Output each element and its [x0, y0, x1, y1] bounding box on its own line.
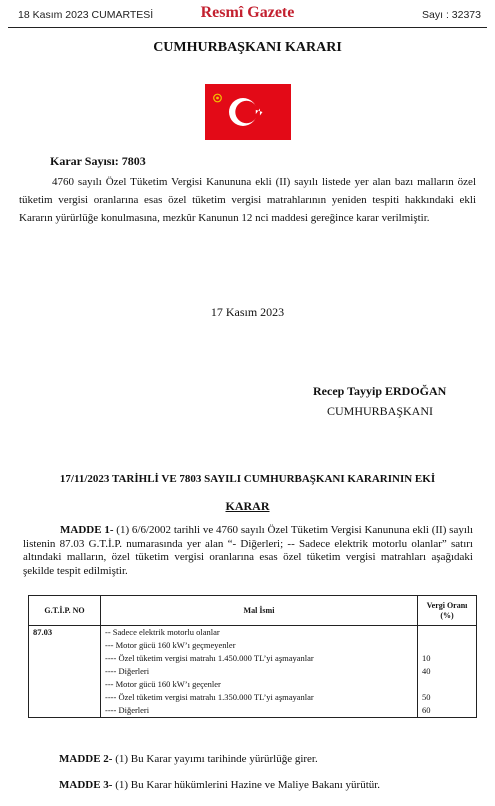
- decree-preamble: 4760 sayılı Özel Tüketim Vergisi Kanununa ekli (II) sayılı listede yer alan bazı malların özel tüketim vergisi oranlarına esas özel tüketim vergisi matrahlarının yeniden tespiti hakkındaki ekli Kararın yürürlüğe konulmasına, mezkûr Kanunun 12 nci maddesi gereğince karar verilmiştir.: [19, 176, 476, 224]
- column-header-rate: [418, 596, 477, 626]
- table-row: [29, 704, 477, 718]
- table-cell-name: ---- Özel tüketim vergisi matrahı 1.450.000 TL’yi aşmayanlar: [101, 652, 418, 665]
- article-2: [59, 753, 318, 765]
- table-cell-rate: 60: [418, 704, 477, 718]
- article-2-label: MADDE 2-: [59, 753, 113, 765]
- table-cell-code: [29, 652, 101, 665]
- article-3: [59, 779, 380, 791]
- table-cell-name: --- Motor gücü 160 kW’ı geçmeyenler: [101, 639, 418, 652]
- table-cell-name: --- Motor gücü 160 kW’ı geçenler: [101, 678, 418, 691]
- table-cell-code: 87.03: [29, 626, 101, 640]
- presidential-seal-icon: [213, 90, 222, 100]
- table-row: [29, 652, 477, 665]
- article-1: [23, 524, 473, 578]
- table-cell-rate: 50: [418, 691, 477, 704]
- gazette-title: Resmî Gazete: [200, 4, 295, 21]
- table-row: [29, 678, 477, 691]
- table-cell-rate: [418, 639, 477, 652]
- table-cell-name: -- Sadece elektrik motorlu olanlar: [101, 626, 418, 640]
- article-1-text: (1) 6/6/2002 tarihli ve 4760 sayılı Özel Tüketim Vergisi Kanununa ekli (II) sayılı listenin 87.03 G.T.İ.P. numarasında yer alan “- Diğerleri; -- Sadece elektrik motorlu olanlar” satırı altındaki malların, özel tüketim vergisi oranlarına esas özel tüketim vergisi matrahları aşağıdaki şekilde tespit edilmiştir.: [23, 524, 473, 577]
- table-header-row: [29, 596, 477, 626]
- column-header-name: Mal İsmi: [101, 596, 418, 626]
- decision-number: Karar Sayısı: 7803: [50, 154, 146, 168]
- decree-date: 17 Kasım 2023: [210, 305, 285, 319]
- annex-title: KARAR: [225, 499, 270, 513]
- table-cell-code: [29, 704, 101, 718]
- gazette-date: 18 Kasım 2023 CUMARTESİ: [18, 9, 154, 21]
- table-cell-rate: [418, 626, 477, 640]
- annex-heading: 17/11/2023 TARİHLİ VE 7803 SAYILI CUMHURBAŞKANI KARARININ EKİ: [59, 473, 436, 485]
- header-divider: [8, 27, 487, 28]
- column-header-code: G.T.İ.P. NO: [29, 596, 101, 626]
- table-cell-rate: 10: [418, 652, 477, 665]
- table-cell-name: ---- Diğerleri: [101, 665, 418, 678]
- article-3-label: MADDE 3-: [59, 779, 113, 791]
- table-cell-code: [29, 665, 101, 678]
- article-3-text: (1) Bu Karar hükümlerini Hazine ve Maliye Bakanı yürütür.: [112, 779, 381, 791]
- table-cell-code: [29, 678, 101, 691]
- table-cell-code: [29, 691, 101, 704]
- page-title: CUMHURBAŞKANI KARARI: [153, 40, 342, 55]
- tariff-table: [28, 595, 477, 718]
- signer-name: Recep Tayyip ERDOĞAN: [313, 384, 447, 398]
- gazette-issue-number: Sayı : 32373: [422, 9, 481, 21]
- table-row: [29, 639, 477, 652]
- column-header-rate-line2: (%): [440, 610, 454, 620]
- table-row: [29, 665, 477, 678]
- table-cell-rate: 40: [418, 665, 477, 678]
- article-1-label: MADDE 1-: [60, 524, 114, 536]
- table-cell-code: [29, 639, 101, 652]
- signer-title: CUMHURBAŞKANI: [327, 404, 434, 418]
- column-header-rate-line1: Vergi Oranı: [426, 600, 468, 610]
- table-cell-rate: [418, 678, 477, 691]
- table-cell-name: ---- Özel tüketim vergisi matrahı 1.350.000 TL’yi aşmayanlar: [101, 691, 418, 704]
- table-row: [29, 626, 477, 640]
- table-cell-name: ---- Diğerleri: [101, 704, 418, 718]
- table-row: [29, 691, 477, 704]
- article-2-text: (1) Bu Karar yayımı tarihinde yürürlüğe girer.: [112, 753, 318, 765]
